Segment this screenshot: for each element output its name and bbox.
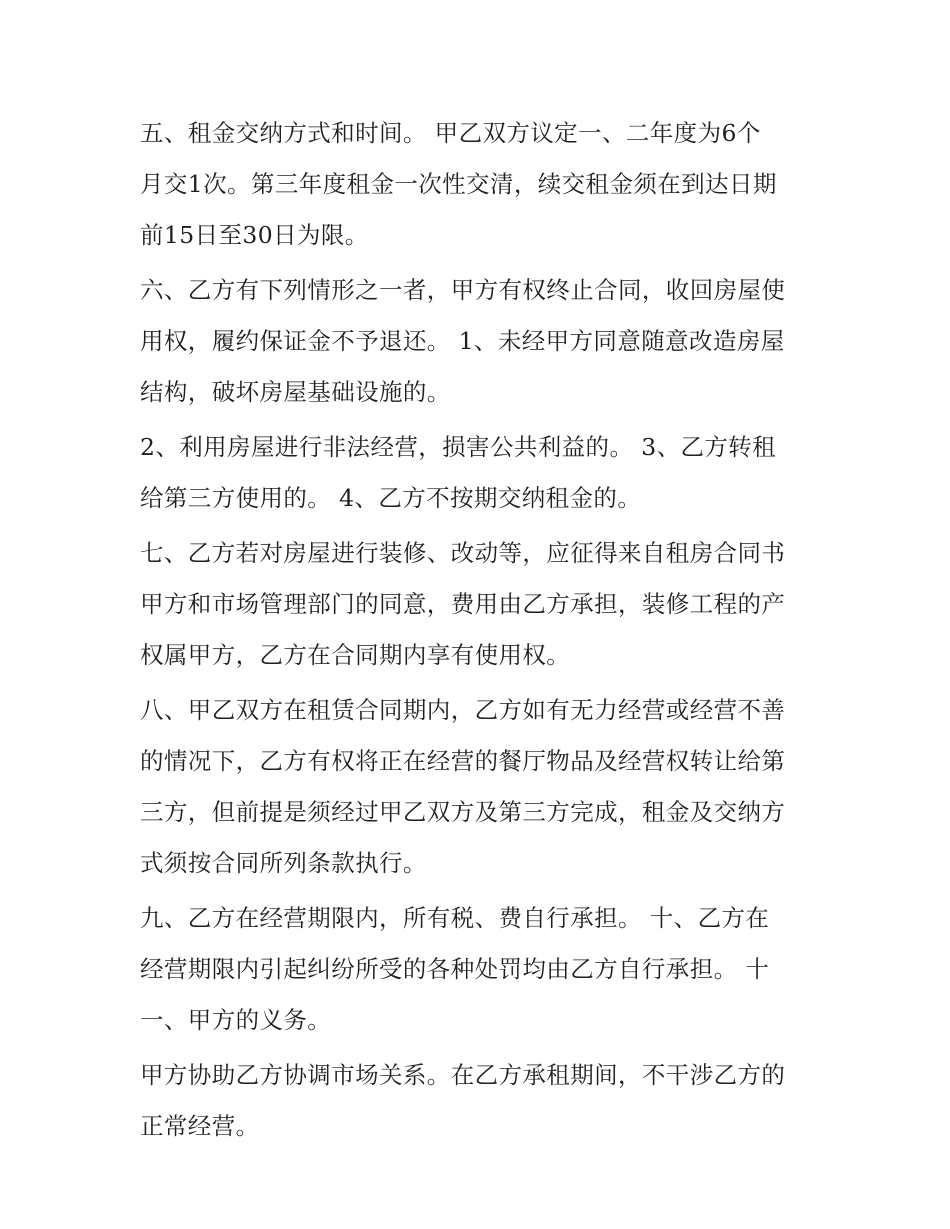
- text-line: 式须按合同所列条款执行。: [140, 849, 427, 877]
- text-line: 甲方和市场管理部门的同意，费用由乙方承担，装修工程的产: [140, 590, 786, 618]
- text-line: 月交1次。第三年度租金一次性交清，续交租金须在到达日期: [140, 170, 777, 198]
- paragraph-party-a-duties: [140, 1050, 820, 1156]
- text-line: 七、乙方若对房屋进行装修、改动等，应征得来自租房合同书: [140, 539, 786, 567]
- paragraph-transfer: [140, 685, 820, 893]
- text-line: 用权，履约保证金不予退还。 1、未经甲方同意随意改造房屋: [140, 327, 785, 355]
- text-line: 九、乙方在经营期限内，所有税、费自行承担。 十、乙方在: [140, 904, 770, 932]
- document-page: [140, 108, 820, 1156]
- paragraph-termination-items: [140, 422, 820, 528]
- text-line: 一、甲方的义务。: [140, 1006, 332, 1034]
- text-line: 经营期限内引起纠纷所受的各种处罚均由乙方自行承担。 十: [140, 955, 770, 983]
- text-line: 权属甲方，乙方在合同期内享有使用权。: [140, 641, 571, 669]
- text-line: 八、甲乙双方在租赁合同期内，乙方如有无力经营或经营不善: [140, 696, 786, 724]
- text-line: 甲方协助乙方协调市场关系。在乙方承租期间，不干涉乙方的: [140, 1061, 786, 1089]
- text-line: 给第三方使用的。 4、乙方不按期交纳租金的。: [140, 484, 642, 512]
- text-line: 2、利用房屋进行非法经营，损害公共利益的。 3、乙方转租: [140, 433, 777, 461]
- paragraph-rent-payment: [140, 108, 820, 265]
- text-line: 正常经营。: [140, 1112, 260, 1140]
- text-line: 前15日至30日为限。: [140, 221, 369, 249]
- text-line: 三方，但前提是须经过甲乙双方及第三方完成，租金及交纳方: [140, 798, 786, 826]
- text-line: 的情况下，乙方有权将正在经营的餐厅物品及经营权转让给第: [140, 747, 786, 775]
- paragraph-renovation: [140, 528, 820, 685]
- text-line: 结构，破坏房屋基础设施的。: [140, 378, 451, 406]
- text-line: 五、租金交纳方式和时间。 甲乙双方议定一、二年度为6个: [140, 119, 761, 147]
- paragraph-taxes-disputes: [140, 893, 820, 1050]
- text-line: 六、乙方有下列情形之一者，甲方有权终止合同，收回房屋使: [140, 276, 786, 304]
- paragraph-termination: [140, 265, 820, 422]
